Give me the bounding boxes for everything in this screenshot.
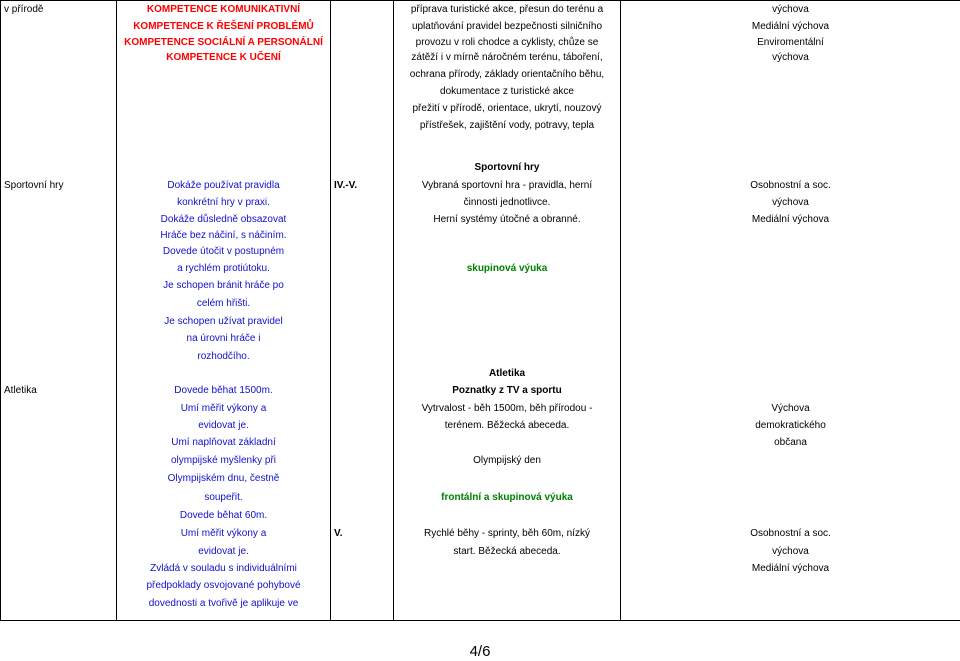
cell-c1	[1, 543, 117, 560]
cell-c2: Dokáže používat pravidla	[117, 177, 331, 194]
table-row	[1, 135, 960, 159]
table-row	[1, 451, 960, 470]
cell-c3	[331, 211, 394, 228]
cell-c2: předpoklady osvojované pohybové	[117, 577, 331, 595]
cell-c2: KOMPETENCE K ŘEŠENÍ PROBLÉMŮ	[117, 18, 331, 35]
table-row	[1, 18, 960, 35]
cell-c4	[394, 277, 621, 295]
cell-c1	[1, 100, 117, 117]
cell-c1: Sportovní hry	[1, 177, 117, 194]
cell-c5	[621, 66, 960, 84]
cell-c1	[1, 595, 117, 612]
table-row	[1, 595, 960, 612]
cell-c4: přístřešek, zajištění vody, potravy, tepla	[394, 117, 621, 135]
cell-c3	[331, 84, 394, 100]
cell-c2	[117, 100, 331, 117]
cell-c1	[1, 525, 117, 543]
table-row	[1, 434, 960, 451]
table-row	[1, 347, 960, 366]
table-row	[1, 177, 960, 194]
cell-c1	[1, 228, 117, 244]
cell-c5	[621, 366, 960, 382]
cell-c3	[331, 382, 394, 400]
cell-c3	[331, 18, 394, 35]
cell-c1	[1, 66, 117, 84]
cell-c3	[331, 159, 394, 177]
table-row	[1, 543, 960, 560]
cell-c4	[394, 470, 621, 488]
cell-c2: konkrétní hry v praxi.	[117, 194, 331, 211]
cell-c1	[1, 313, 117, 330]
cell-c5	[621, 135, 960, 159]
cell-c1	[1, 451, 117, 470]
table-row	[1, 382, 960, 400]
table-row	[1, 507, 960, 525]
cell-c2: KOMPETENCE K UČENÍ	[117, 50, 331, 66]
table-row	[1, 194, 960, 211]
table-row	[1, 1, 960, 19]
cell-c5	[621, 260, 960, 277]
cell-c3	[331, 35, 394, 50]
cell-c2: soupeřit.	[117, 488, 331, 507]
cell-c2: Je schopen užívat pravidel	[117, 313, 331, 330]
cell-c4: frontální a skupinová výuka	[394, 488, 621, 507]
cell-c3	[331, 260, 394, 277]
cell-c1	[1, 470, 117, 488]
table-row	[1, 159, 960, 177]
cell-c5: výchova	[621, 1, 960, 19]
table-row	[1, 211, 960, 228]
cell-c5	[621, 577, 960, 595]
cell-c4	[394, 612, 621, 621]
cell-c1	[1, 434, 117, 451]
cell-c3: IV.-V.	[331, 177, 394, 194]
cell-c4	[394, 135, 621, 159]
cell-c2: Dovede běhat 1500m.	[117, 382, 331, 400]
table-row	[1, 277, 960, 295]
cell-c5	[621, 507, 960, 525]
cell-c4: start. Běžecká abeceda.	[394, 543, 621, 560]
cell-c4: provozu v roli chodce a cyklisty, chůze se	[394, 35, 621, 50]
table-row	[1, 117, 960, 135]
cell-c2: evidovat je.	[117, 417, 331, 434]
cell-c2: Dokáže důsledně obsazovat	[117, 211, 331, 228]
table-row	[1, 228, 960, 244]
cell-c4	[394, 228, 621, 244]
cell-c2: Umí naplňovat základní	[117, 434, 331, 451]
cell-c3	[331, 347, 394, 366]
cell-c5: Mediální výchova	[621, 18, 960, 35]
cell-c5	[621, 595, 960, 612]
cell-c4	[394, 507, 621, 525]
cell-c3	[331, 330, 394, 347]
cell-c1	[1, 244, 117, 260]
cell-c4: uplatňování pravidel bezpečnosti silničního	[394, 18, 621, 35]
curriculum-table-body	[1, 1, 960, 621]
cell-c5	[621, 612, 960, 621]
cell-c3	[331, 277, 394, 295]
cell-c3	[331, 194, 394, 211]
table-row	[1, 417, 960, 434]
table-row	[1, 100, 960, 117]
cell-c5: Mediální výchova	[621, 211, 960, 228]
table-row	[1, 295, 960, 313]
cell-c5: výchova	[621, 50, 960, 66]
table-row	[1, 400, 960, 417]
cell-c5: Výchova	[621, 400, 960, 417]
cell-c2: Umí měřit výkony a	[117, 525, 331, 543]
cell-c2: Olympijském dnu, čestně	[117, 470, 331, 488]
cell-c4	[394, 560, 621, 577]
cell-c1	[1, 347, 117, 366]
cell-c3	[331, 295, 394, 313]
cell-c4: činnosti jednotlivce.	[394, 194, 621, 211]
cell-c4	[394, 330, 621, 347]
cell-c3	[331, 135, 394, 159]
cell-c3	[331, 1, 394, 19]
cell-c3	[331, 595, 394, 612]
cell-c4: Rychlé běhy - sprinty, běh 60m, nízký	[394, 525, 621, 543]
cell-c5	[621, 117, 960, 135]
table-row	[1, 470, 960, 488]
cell-c5	[621, 228, 960, 244]
cell-c2: na úrovni hráče i	[117, 330, 331, 347]
cell-c1	[1, 117, 117, 135]
cell-c2	[117, 117, 331, 135]
cell-c1	[1, 194, 117, 211]
cell-c4	[394, 434, 621, 451]
cell-c4: zátěží i v mírně náročném terénu, táboření,	[394, 50, 621, 66]
cell-c4: Herní systémy útočné a obranné.	[394, 211, 621, 228]
cell-c1	[1, 366, 117, 382]
cell-c5: Enviromentální	[621, 35, 960, 50]
cell-c1	[1, 50, 117, 66]
cell-c5: výchova	[621, 543, 960, 560]
cell-c4: Sportovní hry	[394, 159, 621, 177]
cell-c2: Je schopen bránit hráče po	[117, 277, 331, 295]
cell-c5	[621, 313, 960, 330]
cell-c1	[1, 260, 117, 277]
cell-c1	[1, 211, 117, 228]
cell-c5: Osobnostní a soc.	[621, 177, 960, 194]
cell-c1	[1, 295, 117, 313]
cell-c5: Mediální výchova	[621, 560, 960, 577]
cell-c2	[117, 66, 331, 84]
cell-c4: přežití v přírodě, orientace, ukrytí, nouzový	[394, 100, 621, 117]
table-row	[1, 313, 960, 330]
table-row	[1, 366, 960, 382]
cell-c3	[331, 434, 394, 451]
cell-c2: dovednosti a tvořivě je aplikuje ve	[117, 595, 331, 612]
cell-c3	[331, 417, 394, 434]
table-row	[1, 260, 960, 277]
table-row	[1, 330, 960, 347]
cell-c2: a rychlém protiútoku.	[117, 260, 331, 277]
cell-c4	[394, 595, 621, 612]
cell-c1	[1, 330, 117, 347]
cell-c3	[331, 366, 394, 382]
cell-c1: Atletika	[1, 382, 117, 400]
table-row	[1, 50, 960, 66]
cell-c1	[1, 277, 117, 295]
cell-c5	[621, 382, 960, 400]
cell-c4: Olympijský den	[394, 451, 621, 470]
cell-c2	[117, 135, 331, 159]
cell-c2	[117, 84, 331, 100]
cell-c3	[331, 543, 394, 560]
cell-c4: Vytrvalost - běh 1500m, běh přírodou -	[394, 400, 621, 417]
table-row	[1, 560, 960, 577]
cell-c4	[394, 295, 621, 313]
table-row	[1, 84, 960, 100]
cell-c2: Zvládá v souladu s individuálními	[117, 560, 331, 577]
cell-c5: demokratického	[621, 417, 960, 434]
table-row	[1, 244, 960, 260]
cell-c1	[1, 577, 117, 595]
cell-c4: dokumentace z turistické akce	[394, 84, 621, 100]
cell-c3	[331, 470, 394, 488]
cell-c2	[117, 612, 331, 621]
cell-c1	[1, 560, 117, 577]
cell-c1	[1, 612, 117, 621]
cell-c1: v přírodě	[1, 1, 117, 19]
table-row	[1, 488, 960, 507]
cell-c5	[621, 277, 960, 295]
cell-c4: příprava turistické akce, přesun do terénu a	[394, 1, 621, 19]
cell-c4: ochrana přírody, základy orientačního běhu,	[394, 66, 621, 84]
cell-c3	[331, 507, 394, 525]
cell-c1	[1, 18, 117, 35]
cell-c3	[331, 100, 394, 117]
cell-c4: skupinová výuka	[394, 260, 621, 277]
cell-c5: výchova	[621, 194, 960, 211]
cell-c3	[331, 400, 394, 417]
cell-c3	[331, 577, 394, 595]
cell-c2: rozhodčího.	[117, 347, 331, 366]
cell-c5	[621, 295, 960, 313]
cell-c4	[394, 244, 621, 260]
cell-c3	[331, 560, 394, 577]
cell-c3	[331, 488, 394, 507]
cell-c1	[1, 159, 117, 177]
cell-c3	[331, 244, 394, 260]
cell-c5	[621, 159, 960, 177]
cell-c2: Dovede běhat 60m.	[117, 507, 331, 525]
cell-c1	[1, 488, 117, 507]
cell-c1	[1, 417, 117, 434]
cell-c1	[1, 507, 117, 525]
cell-c3	[331, 117, 394, 135]
cell-c4: terénem. Běžecká abeceda.	[394, 417, 621, 434]
cell-c5	[621, 347, 960, 366]
cell-c5	[621, 244, 960, 260]
cell-c5: občana	[621, 434, 960, 451]
table-row	[1, 577, 960, 595]
cell-c4: Atletika	[394, 366, 621, 382]
cell-c5: Osobnostní a soc.	[621, 525, 960, 543]
cell-c2: evidovat je.	[117, 543, 331, 560]
cell-c2	[117, 159, 331, 177]
cell-c3	[331, 451, 394, 470]
cell-c2	[117, 366, 331, 382]
cell-c3	[331, 66, 394, 84]
cell-c4	[394, 577, 621, 595]
page-number: 4/6	[469, 643, 491, 660]
cell-c3	[331, 313, 394, 330]
cell-c3: V.	[331, 525, 394, 543]
cell-c4	[394, 313, 621, 330]
cell-c1	[1, 400, 117, 417]
cell-c2: olympijské myšlenky při	[117, 451, 331, 470]
cell-c2: KOMPETENCE SOCIÁLNÍ A PERSONÁLNÍ	[117, 35, 331, 50]
table-row	[1, 35, 960, 50]
cell-c5	[621, 488, 960, 507]
cell-c1	[1, 35, 117, 50]
cell-c2: KOMPETENCE KOMUNIKATIVNÍ	[117, 1, 331, 19]
cell-c4: Vybraná sportovní hra - pravidla, herní	[394, 177, 621, 194]
cell-c4	[394, 347, 621, 366]
cell-c5	[621, 84, 960, 100]
cell-c3	[331, 50, 394, 66]
cell-c2: celém hřišti.	[117, 295, 331, 313]
cell-c5	[621, 470, 960, 488]
table-row	[1, 66, 960, 84]
cell-c1	[1, 135, 117, 159]
cell-c2: Hráče bez náčiní, s náčiním.	[117, 228, 331, 244]
table-row	[1, 612, 960, 621]
cell-c2: Umí měřit výkony a	[117, 400, 331, 417]
cell-c5	[621, 451, 960, 470]
cell-c3	[331, 228, 394, 244]
cell-c5	[621, 100, 960, 117]
table-row	[1, 525, 960, 543]
cell-c1	[1, 84, 117, 100]
cell-c4: Poznatky z TV a sportu	[394, 382, 621, 400]
cell-c5	[621, 330, 960, 347]
cell-c3	[331, 612, 394, 621]
cell-c2: Dovede útočit v postupném	[117, 244, 331, 260]
